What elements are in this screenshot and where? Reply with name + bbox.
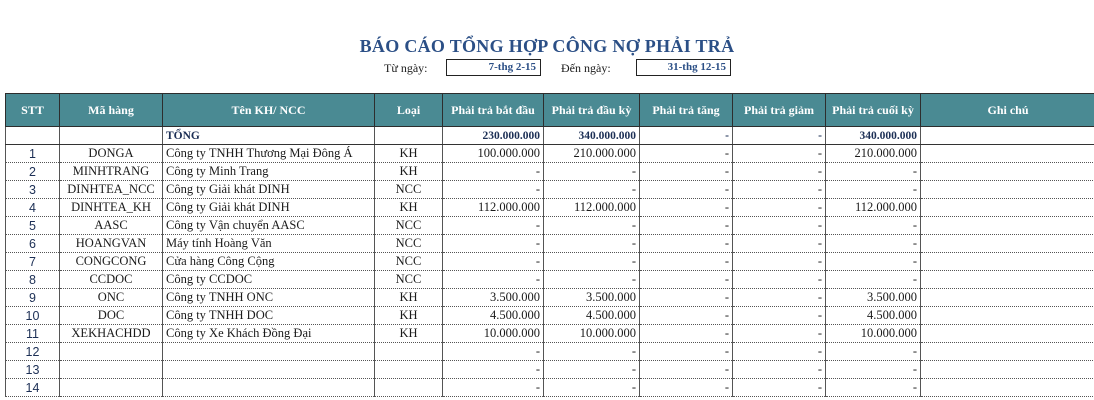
opening-cell[interactable]: - (544, 235, 640, 253)
opening-cell[interactable]: - (544, 343, 640, 361)
increase-cell[interactable]: - (640, 163, 733, 181)
table-row (6, 253, 1094, 271)
decrease-cell[interactable]: - (733, 217, 826, 235)
cell[interactable] (60, 127, 163, 145)
table-row (6, 235, 1094, 253)
increase-cell[interactable]: - (640, 217, 733, 235)
stt-cell[interactable]: 5 (6, 217, 60, 235)
type-cell[interactable]: KH (375, 307, 443, 325)
begin-cell[interactable]: 4.500.000 (443, 307, 544, 325)
decrease-cell[interactable]: - (733, 307, 826, 325)
code-cell[interactable]: HOANGVAN (60, 235, 163, 253)
closing-cell[interactable]: - (826, 163, 921, 181)
decrease-cell[interactable]: - (733, 199, 826, 217)
name-cell[interactable] (163, 361, 375, 379)
type-cell[interactable]: NCC (375, 217, 443, 235)
note-cell[interactable] (921, 289, 1094, 307)
closing-cell[interactable]: 210.000.000 (826, 145, 921, 163)
begin-cell[interactable]: - (443, 271, 544, 289)
type-cell[interactable]: KH (375, 325, 443, 343)
stt-cell[interactable]: 12 (6, 343, 60, 361)
decrease-cell[interactable]: - (733, 379, 826, 397)
code-cell[interactable]: ONC (60, 289, 163, 307)
total-increase[interactable]: - (640, 127, 733, 145)
stt-cell[interactable]: 10 (6, 307, 60, 325)
name-cell[interactable] (163, 343, 375, 361)
code-cell[interactable]: DOC (60, 307, 163, 325)
to-date-label: Đến ngày: (561, 61, 611, 75)
type-cell[interactable]: NCC (375, 253, 443, 271)
table-row (6, 217, 1094, 235)
closing-cell[interactable]: 4.500.000 (826, 307, 921, 325)
decrease-cell[interactable]: - (733, 361, 826, 379)
stt-cell[interactable]: 11 (6, 325, 60, 343)
payables-table (5, 93, 1094, 397)
code-cell[interactable] (60, 361, 163, 379)
note-cell[interactable] (921, 145, 1094, 163)
closing-cell[interactable]: - (826, 361, 921, 379)
stt-cell[interactable]: 13 (6, 361, 60, 379)
from-date-cell[interactable]: 7-thg 2-15 (446, 59, 541, 76)
code-cell[interactable]: MINHTRANG (60, 163, 163, 181)
increase-cell[interactable]: - (640, 325, 733, 343)
increase-cell[interactable]: - (640, 289, 733, 307)
decrease-cell[interactable]: - (733, 145, 826, 163)
opening-cell[interactable]: - (544, 271, 640, 289)
col-header-code[interactable]: Mã hàng (60, 94, 163, 127)
table-row (6, 343, 1094, 361)
report-title: BÁO CÁO TỔNG HỢP CÔNG NỢ PHẢI TRẢ (359, 36, 735, 56)
closing-cell[interactable]: - (826, 379, 921, 397)
code-cell[interactable]: CCDOC (60, 271, 163, 289)
begin-cell[interactable]: 100.000.000 (443, 145, 544, 163)
note-cell[interactable] (921, 253, 1094, 271)
name-cell[interactable]: Công ty Giải khát DINH (163, 181, 375, 199)
col-header-stt[interactable]: STT (6, 94, 60, 127)
begin-cell[interactable]: - (443, 181, 544, 199)
col-header-decrease[interactable]: Phải trả giảm (733, 94, 826, 127)
stt-cell[interactable]: 1 (6, 145, 60, 163)
begin-cell[interactable]: 3.500.000 (443, 289, 544, 307)
closing-cell[interactable]: 112.000.000 (826, 199, 921, 217)
table-row (6, 163, 1094, 181)
note-cell[interactable] (921, 181, 1094, 199)
increase-cell[interactable]: - (640, 343, 733, 361)
stt-cell[interactable]: 14 (6, 379, 60, 397)
name-cell[interactable]: Công ty Minh Trang (163, 163, 375, 181)
increase-cell[interactable]: - (640, 253, 733, 271)
type-cell[interactable]: KH (375, 145, 443, 163)
cell[interactable] (375, 127, 443, 145)
stt-cell[interactable]: 6 (6, 235, 60, 253)
col-header-opening[interactable]: Phải trả đầu kỳ (544, 94, 640, 127)
note-cell[interactable] (921, 271, 1094, 289)
closing-cell[interactable]: - (826, 235, 921, 253)
opening-cell[interactable]: - (544, 163, 640, 181)
opening-cell[interactable]: - (544, 217, 640, 235)
note-cell[interactable] (921, 325, 1094, 343)
closing-cell[interactable]: 3.500.000 (826, 289, 921, 307)
begin-cell[interactable]: - (443, 343, 544, 361)
increase-cell[interactable]: - (640, 181, 733, 199)
col-header-name[interactable]: Tên KH/ NCC (163, 94, 375, 127)
decrease-cell[interactable]: - (733, 325, 826, 343)
decrease-cell[interactable]: - (733, 271, 826, 289)
opening-cell[interactable]: - (544, 181, 640, 199)
table-row (6, 361, 1094, 379)
to-date-cell[interactable]: 31-thg 12-15 (636, 59, 731, 76)
closing-cell[interactable]: - (826, 217, 921, 235)
opening-cell[interactable]: - (544, 361, 640, 379)
stt-cell[interactable]: 3 (6, 181, 60, 199)
name-cell[interactable]: Công ty Xe Khách Đồng Đại (163, 325, 375, 343)
table-row (6, 145, 1094, 163)
begin-cell[interactable]: - (443, 217, 544, 235)
note-cell[interactable] (921, 235, 1094, 253)
table-row (6, 181, 1094, 199)
decrease-cell[interactable]: - (733, 253, 826, 271)
decrease-cell[interactable]: - (733, 181, 826, 199)
name-cell[interactable]: Công ty Giải khát DINH (163, 199, 375, 217)
opening-cell[interactable]: 112.000.000 (544, 199, 640, 217)
increase-cell[interactable]: - (640, 235, 733, 253)
closing-cell[interactable]: 10.000.000 (826, 325, 921, 343)
name-cell[interactable]: Máy tính Hoàng Văn (163, 235, 375, 253)
type-cell[interactable]: NCC (375, 235, 443, 253)
col-header-type[interactable]: Loại (375, 94, 443, 127)
type-cell[interactable]: KH (375, 199, 443, 217)
note-cell[interactable] (921, 217, 1094, 235)
code-cell[interactable]: XEKHACHDD (60, 325, 163, 343)
begin-cell[interactable]: - (443, 253, 544, 271)
increase-cell[interactable]: - (640, 145, 733, 163)
name-cell[interactable]: Công ty TNHH ONC (163, 289, 375, 307)
begin-cell[interactable]: - (443, 163, 544, 181)
opening-cell[interactable]: - (544, 253, 640, 271)
total-closing[interactable]: 340.000.000 (826, 127, 921, 145)
opening-cell[interactable]: 4.500.000 (544, 307, 640, 325)
table-row (6, 325, 1094, 343)
increase-cell[interactable]: - (640, 307, 733, 325)
code-cell[interactable]: CONGCONG (60, 253, 163, 271)
closing-cell[interactable]: - (826, 253, 921, 271)
stt-cell[interactable]: 2 (6, 163, 60, 181)
type-cell[interactable]: NCC (375, 181, 443, 199)
decrease-cell[interactable]: - (733, 343, 826, 361)
closing-cell[interactable]: - (826, 343, 921, 361)
code-cell[interactable]: DINHTEA_NCC (60, 181, 163, 199)
opening-cell[interactable]: 3.500.000 (544, 289, 640, 307)
from-date-label: Từ ngày: (384, 61, 428, 75)
name-cell[interactable]: Công ty CCDOC (163, 271, 375, 289)
begin-cell[interactable]: 112.000.000 (443, 199, 544, 217)
type-cell[interactable]: NCC (375, 271, 443, 289)
increase-cell[interactable]: - (640, 199, 733, 217)
total-opening[interactable]: 340.000.000 (544, 127, 640, 145)
note-cell[interactable] (921, 379, 1094, 397)
note-cell[interactable] (921, 307, 1094, 325)
stt-cell[interactable]: 9 (6, 289, 60, 307)
begin-cell[interactable]: - (443, 379, 544, 397)
name-cell[interactable]: Cửa hàng Công Cộng (163, 253, 375, 271)
table-row (6, 271, 1094, 289)
stt-cell[interactable]: 4 (6, 199, 60, 217)
total-row (6, 127, 1094, 145)
col-header-increase[interactable]: Phải trả tăng (640, 94, 733, 127)
name-cell[interactable]: Công ty TNHH Thương Mại Đông Á (163, 145, 375, 163)
name-cell[interactable] (163, 379, 375, 397)
total-decrease[interactable]: - (733, 127, 826, 145)
type-cell[interactable] (375, 361, 443, 379)
type-cell[interactable]: KH (375, 163, 443, 181)
begin-cell[interactable]: 10.000.000 (443, 325, 544, 343)
header-row (6, 94, 1094, 127)
increase-cell[interactable]: - (640, 379, 733, 397)
type-cell[interactable] (375, 379, 443, 397)
code-cell[interactable] (60, 343, 163, 361)
code-cell[interactable] (60, 379, 163, 397)
cell[interactable] (921, 127, 1094, 145)
type-cell[interactable] (375, 343, 443, 361)
table-row (6, 307, 1094, 325)
name-cell[interactable]: Công ty Vận chuyển AASC (163, 217, 375, 235)
closing-cell[interactable]: - (826, 181, 921, 199)
begin-cell[interactable]: - (443, 361, 544, 379)
increase-cell[interactable]: - (640, 361, 733, 379)
code-cell[interactable]: AASC (60, 217, 163, 235)
col-header-closing[interactable]: Phải trả cuối kỳ (826, 94, 921, 127)
col-header-begin[interactable]: Phải trả bắt đầu (443, 94, 544, 127)
name-cell[interactable]: Công ty TNHH DOC (163, 307, 375, 325)
opening-cell[interactable]: - (544, 379, 640, 397)
decrease-cell[interactable]: - (733, 289, 826, 307)
table-row (6, 379, 1094, 397)
col-header-note[interactable]: Ghi chú (921, 94, 1094, 127)
code-cell[interactable]: DINHTEA_KH (60, 199, 163, 217)
stt-cell[interactable]: 7 (6, 253, 60, 271)
decrease-cell[interactable]: - (733, 235, 826, 253)
note-cell[interactable] (921, 199, 1094, 217)
decrease-cell[interactable]: - (733, 163, 826, 181)
closing-cell[interactable]: - (826, 271, 921, 289)
stt-cell[interactable]: 8 (6, 271, 60, 289)
opening-cell[interactable]: 10.000.000 (544, 325, 640, 343)
increase-cell[interactable]: - (640, 271, 733, 289)
type-cell[interactable]: KH (375, 289, 443, 307)
code-cell[interactable]: DONGA (60, 145, 163, 163)
opening-cell[interactable]: 210.000.000 (544, 145, 640, 163)
begin-cell[interactable]: - (443, 235, 544, 253)
table-row (6, 199, 1094, 217)
note-cell[interactable] (921, 343, 1094, 361)
table-row (6, 289, 1094, 307)
total-label[interactable]: TỔNG (163, 127, 375, 145)
cell[interactable] (6, 127, 60, 145)
note-cell[interactable] (921, 361, 1094, 379)
note-cell[interactable] (921, 163, 1094, 181)
total-begin[interactable]: 230.000.000 (443, 127, 544, 145)
